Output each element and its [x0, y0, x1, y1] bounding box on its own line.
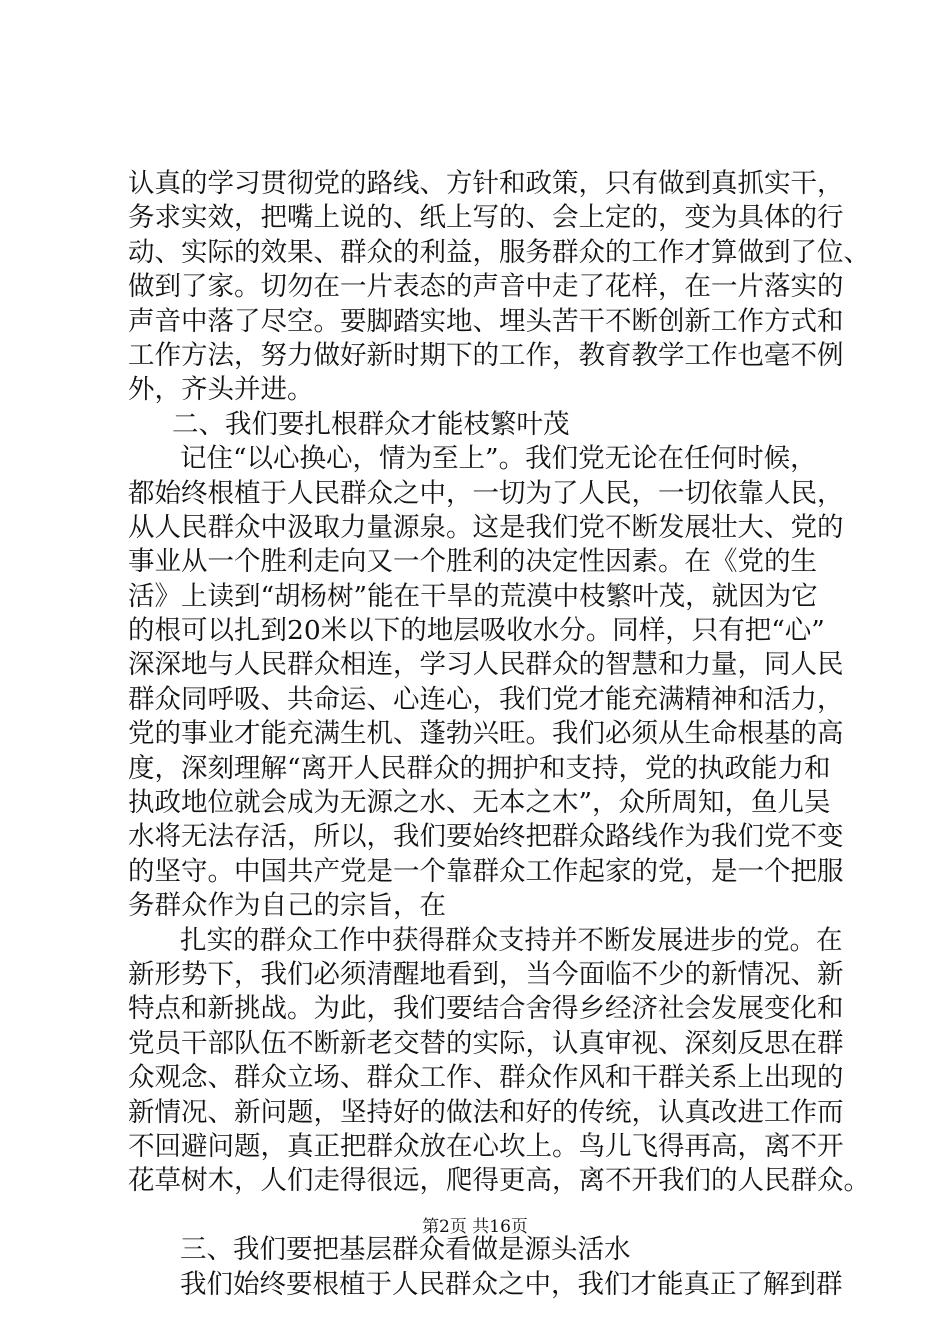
paragraph-line: 的根可以扎到20米以下的地层吸收水分。同样，只有把“心”: [128, 615, 825, 647]
paragraph-line: 从人民群众中汲取力量源泉。这是我们党不断发展壮大、党的: [128, 511, 844, 543]
paragraph-line: 声音中落了尽空。要脚踏实地、埋头苦干不断创新工作方式和: [128, 305, 844, 337]
paragraph-line: 党的事业才能充满生机、蓬勃兴旺。我们必须从生命根基的高: [128, 718, 844, 750]
paragraph-line: 花草树木，人们走得很远，爬得更高，离不开我们的人民群众。: [128, 1165, 870, 1197]
paragraph-line: 特点和新挑战。为此，我们要结合舍得乡经济社会发展变化和: [128, 993, 844, 1025]
section-heading: 三、我们要把基层群众看做是源头活水: [180, 1234, 631, 1266]
paragraph-line: 事业从一个胜利走向又一个胜利的决定性因素。在《党的生: [128, 546, 817, 578]
paragraph-line: 务群众作为自己的宗旨，在: [128, 890, 446, 922]
paragraph-line: 党员干部队伍不断新老交替的实际，认真审视、深刻反思在群: [128, 1027, 844, 1059]
paragraph-line: 新形势下，我们必须清醒地看到，当今面临不少的新情况、新: [128, 958, 844, 990]
section-heading: 二、我们要扎根群众才能枝繁叶茂: [172, 408, 570, 440]
paragraph-line: 深深地与人民群众相连，学习人民群众的智慧和力量，同人民: [128, 649, 844, 681]
page-footer: 第2页 共16页: [422, 1217, 528, 1237]
paragraph-line: 工作方法，努力做好新时期下的工作，教育教学工作也毫不例: [128, 339, 844, 371]
paragraph-line: 扎实的群众工作中获得群众支持并不断发展进步的党。在: [180, 924, 843, 956]
paragraph-line: 水将无法存活，所以，我们要始终把群众路线作为我们党不变: [128, 821, 844, 853]
paragraph-line: 认真的学习贯彻党的路线、方针和政策，只有做到真抓实干，: [128, 168, 844, 199]
paragraph-line: 度，深刻理解“离开人民群众的拥护和支持，党的执政能力和: [128, 752, 831, 784]
paragraph-line: 执政地位就会成为无源之水、无本之木”，众所周知，鱼儿吴: [128, 787, 831, 819]
paragraph-line: 做到了家。切勿在一片表态的声音中走了花样，在一片落实的: [128, 271, 844, 303]
paragraph-line: 不回避问题，真正把群众放在心坎上。鸟儿飞得再高，离不开: [128, 1130, 844, 1162]
paragraph-line: 新情况、新问题，坚持好的做法和好的传统，认真改进工作而: [128, 1096, 844, 1128]
paragraph-line: 的坚守。中国共产党是一个靠群众工作起家的党，是一个把服: [128, 855, 844, 887]
paragraph-line: 记住“以心换心，情为至上”。我们党无论在任何时候，: [180, 443, 817, 475]
paragraph-line: 都始终根植于人民群众之中，一切为了人民，一切依靠人民，: [128, 477, 844, 509]
paragraph-line: 外，齐头并进。: [128, 374, 314, 406]
paragraph-line: 动、实际的效果、群众的利益，服务群众的工作才算做到了位、: [128, 236, 870, 268]
document-body: [128, 167, 870, 1302]
paragraph-line: 务求实效，把嘴上说的、纸上写的、会上定的，变为具体的行: [128, 202, 844, 234]
paragraph-line: 群众同呼吸、共命运、心连心，我们党才能充满精神和活力，: [128, 683, 844, 715]
paragraph-line: 众观念、群众立场、群众工作、群众作风和干群关系上出现的: [128, 1062, 844, 1094]
paragraph-line: 我们始终要根植于人民群众之中，我们才能真正了解到群: [180, 1268, 843, 1300]
paragraph-line: 活》上读到“胡杨树”能在干旱的荒漠中枝繁叶茂，就因为它: [128, 580, 818, 612]
